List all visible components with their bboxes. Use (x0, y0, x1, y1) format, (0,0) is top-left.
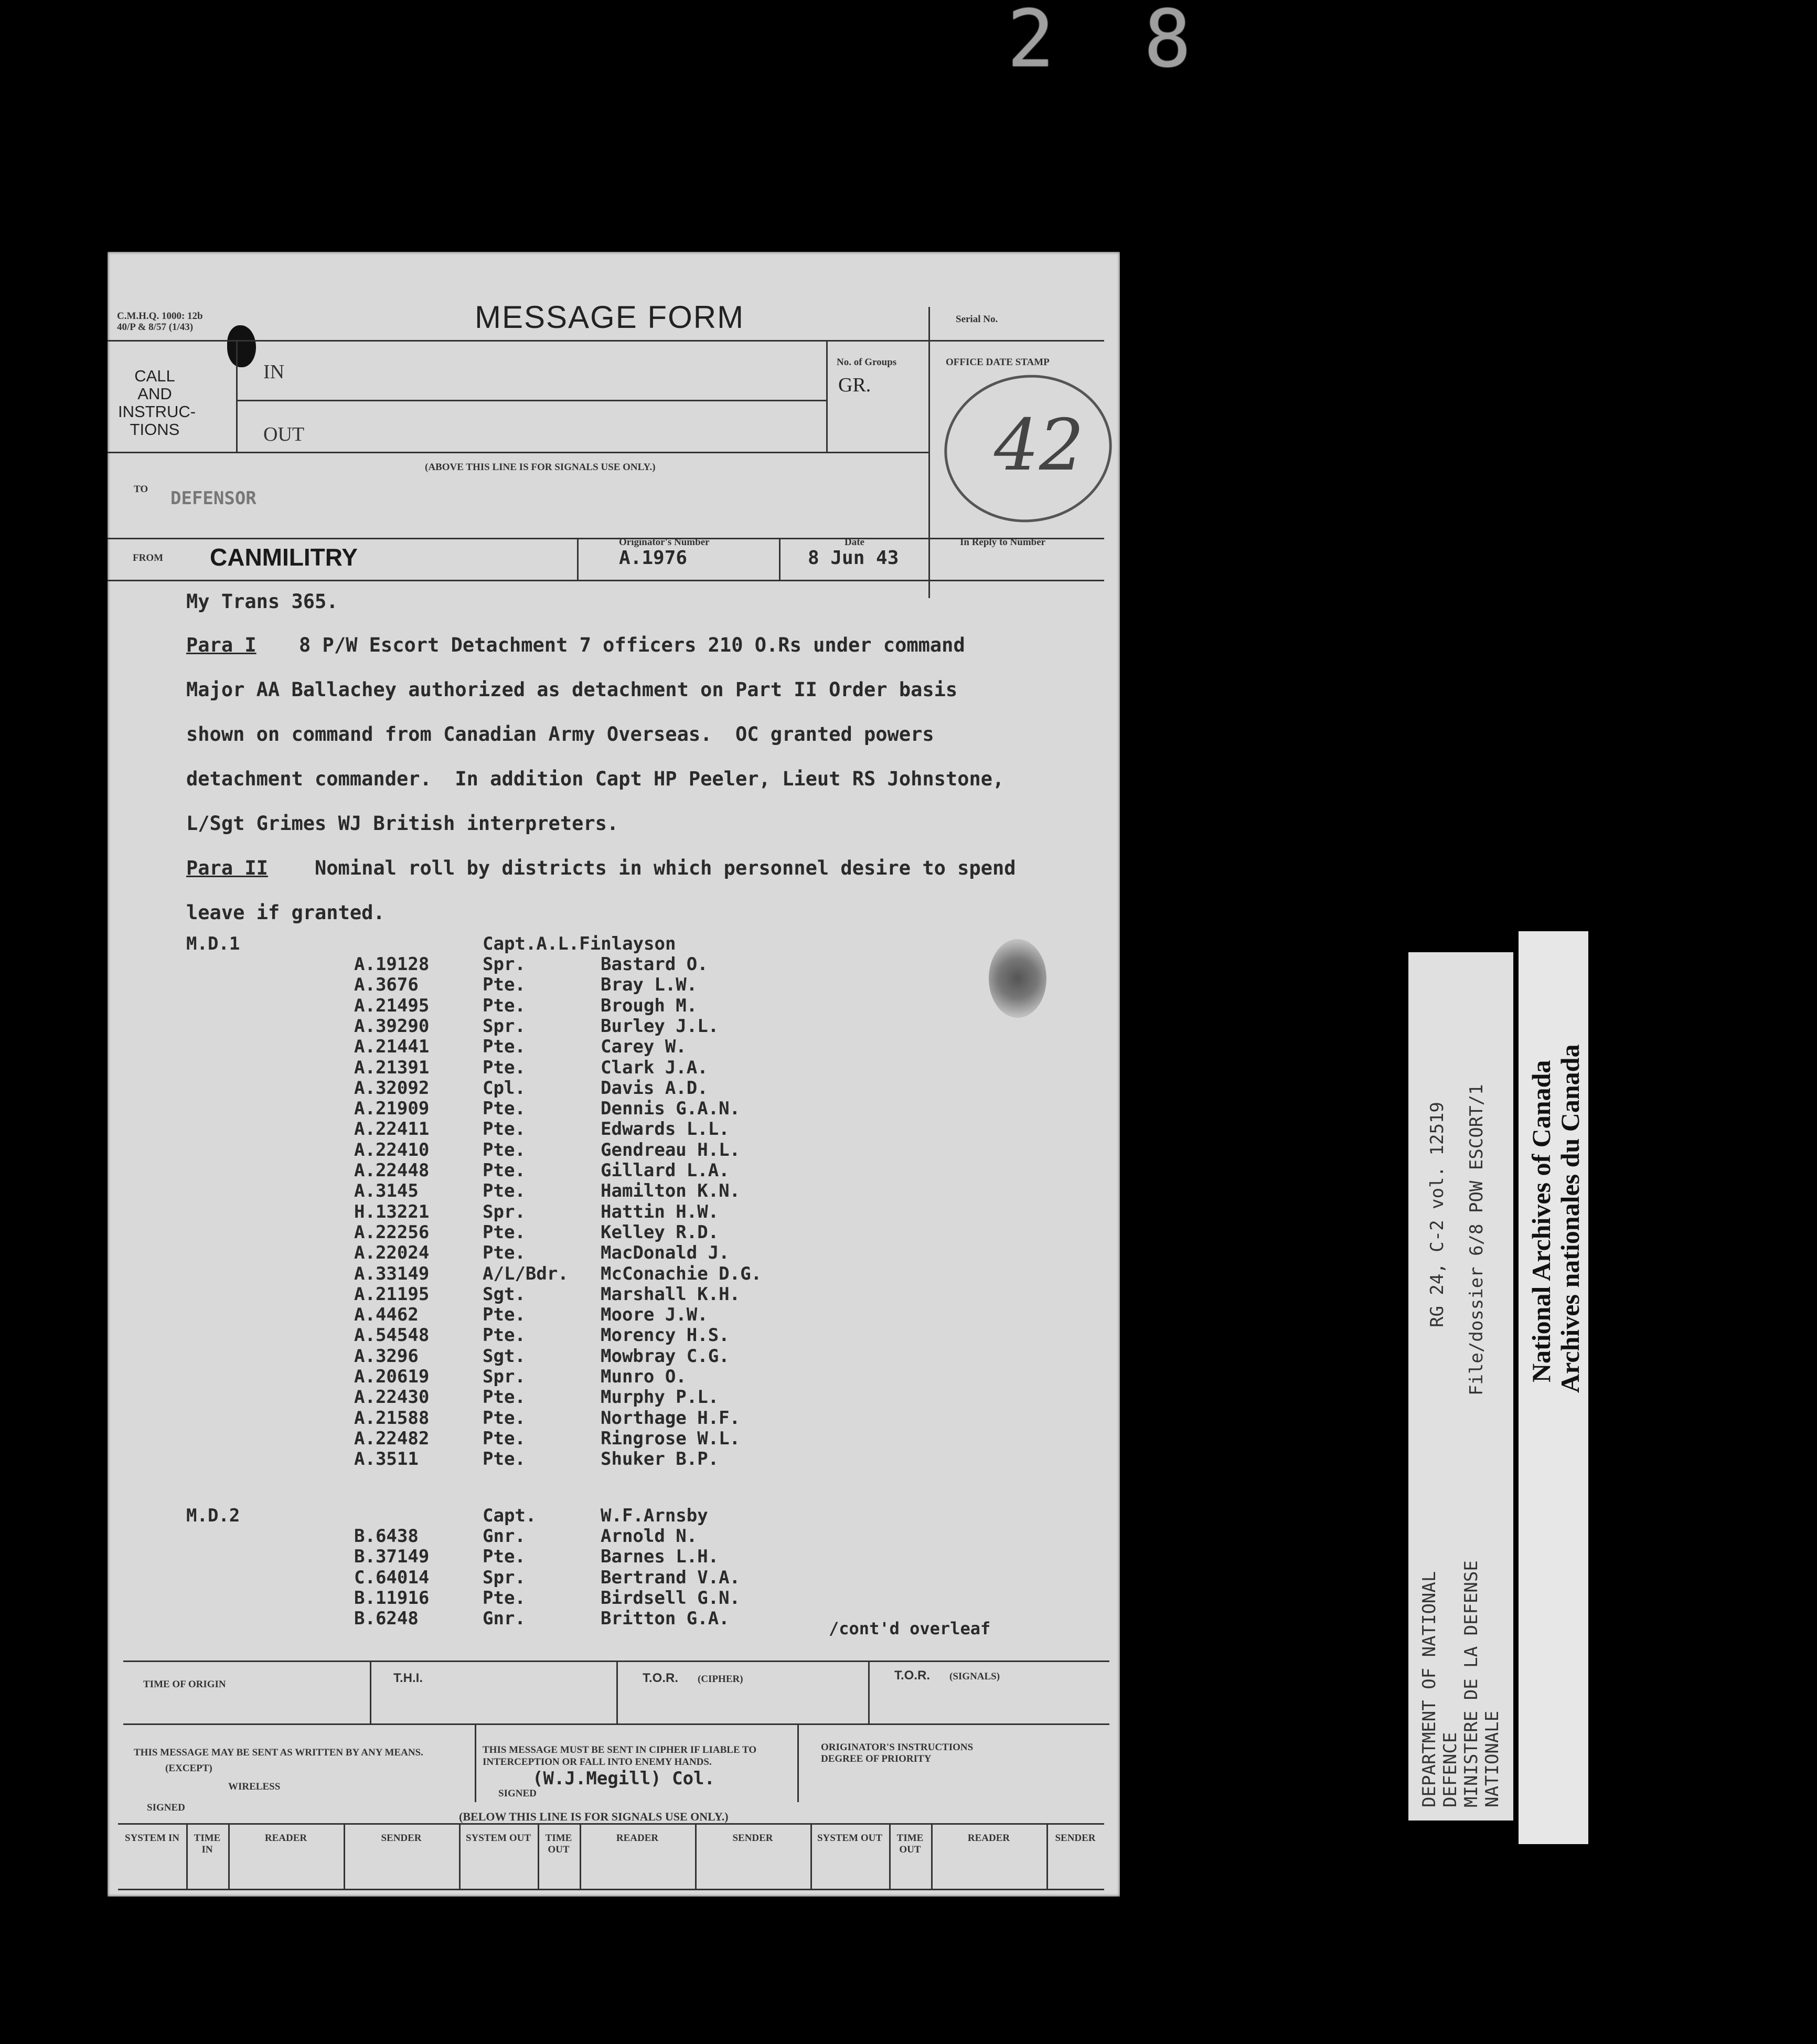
call-instructions-label: CALL AND INSTRUC- TIONS (118, 367, 196, 439)
roll-num: B.37149 (354, 1546, 430, 1568)
roll-rank: Pte. (483, 995, 526, 1016)
continued-note: /cont'd overleaf (829, 1619, 991, 1638)
except-note: (EXCEPT) (165, 1763, 212, 1774)
ink-blot (227, 325, 256, 367)
roll-name: Marshall K.H. (601, 1283, 741, 1305)
signed-label: SIGNED (147, 1802, 185, 1813)
tor-cipher-sub: (CIPHER) (698, 1674, 743, 1685)
district-label: M.D.1 (186, 933, 240, 954)
roll-num: A.21391 (354, 1057, 430, 1078)
roll-rank: Pte. (483, 1407, 526, 1429)
roll-rank: Pte. (483, 1325, 526, 1346)
roll-rank: Pte. (483, 1587, 526, 1609)
roll-name: Morency H.S. (601, 1325, 730, 1346)
originator-number: A.1976 (619, 547, 688, 569)
roll-num: A.21195 (354, 1283, 430, 1305)
signals-column-header: READER (616, 1833, 659, 1844)
roll-name: Bertrand V.A. (601, 1567, 741, 1588)
message-line: shown on command from Canadian Army Overseas. OC granted powers (186, 723, 934, 746)
dept-line: MINISTERE DE LA DEFENSE (1461, 1560, 1482, 1807)
roll-name: Northage H.F. (601, 1407, 741, 1429)
signals-column-header: READER (264, 1833, 307, 1844)
roll-rank: Pte. (483, 1057, 526, 1078)
roll-num: A.21909 (354, 1098, 430, 1120)
to-value: DEFENSOR (170, 488, 256, 509)
roll-name: Birdsell G.N. (601, 1587, 741, 1609)
roll-name: Moore J.W. (601, 1304, 708, 1326)
as-written-note: THIS MESSAGE MAY BE SENT AS WRITTEN BY ANY MEANS. (134, 1747, 423, 1758)
thumbprint-smudge (989, 939, 1046, 1018)
form-code: C.M.H.Q. 1000: 12b 40/P & 8/57 (1/43) (117, 311, 203, 333)
roll-rank: Gnr. (483, 1608, 526, 1630)
signals-column-header: TIME IN (194, 1833, 221, 1855)
roll-num: A.21588 (354, 1407, 430, 1429)
roll-name: Hamilton K.N. (601, 1180, 741, 1202)
thi-label: T.H.I. (393, 1671, 423, 1685)
stamp-number: 42 (994, 404, 1084, 486)
archive-ref: RG 24, C-2 vol. 12519 (1427, 1102, 1448, 1327)
roll-name: Arnold N. (601, 1526, 698, 1547)
roll-num: A.22448 (354, 1160, 430, 1181)
roll-num: A.22482 (354, 1428, 430, 1449)
roll-name: Shuker B.P. (601, 1449, 719, 1470)
roll-num: B.6248 (354, 1608, 419, 1630)
roll-rank: Pte. (483, 1119, 526, 1140)
roll-rank: Pte. (483, 1139, 526, 1161)
message-line: 8 P/W Escort Detachment 7 officers 210 O.Rs under command (299, 634, 965, 656)
roll-rank: Spr. (483, 1567, 526, 1588)
message-line: Nominal roll by districts in which personnel desire to spend (315, 857, 1016, 879)
roll-num: B.6438 (354, 1526, 419, 1547)
roll-name: Burley J.L. (601, 1015, 719, 1037)
groups-value: GR. (838, 374, 871, 396)
roll-name: Bray L.W. (601, 974, 698, 996)
signals-column-header: SENDER (732, 1833, 773, 1844)
district-officer: W.F.Arnsby (601, 1505, 708, 1526)
roll-num: A.22024 (354, 1242, 430, 1264)
roll-name: Mowbray C.G. (601, 1345, 730, 1367)
roll-name: Gendreau H.L. (601, 1139, 741, 1161)
roll-rank: Pte. (483, 1180, 526, 1202)
para2-label: Para II (186, 857, 268, 879)
roll-rank: Pte. (483, 1160, 526, 1181)
roll-name: Clark J.A. (601, 1057, 708, 1078)
district-officer: Capt.A.L.Finlayson (483, 933, 676, 954)
dept-line: DEPARTMENT OF NATIONAL (1419, 1571, 1440, 1807)
tor-cipher-label: T.O.R. (643, 1671, 679, 1685)
nac-english: National Archives of Canada (1526, 1060, 1556, 1382)
signed-label-2: SIGNED (498, 1788, 537, 1799)
roll-name: Munro O. (601, 1366, 687, 1387)
roll-rank: Sgt. (483, 1345, 526, 1367)
roll-num: A.33149 (354, 1263, 430, 1284)
roll-rank: Sgt. (483, 1283, 526, 1305)
roll-num: A.32092 (354, 1077, 430, 1099)
roll-num: A.3676 (354, 974, 419, 996)
archive-reference-label (1408, 952, 1513, 1821)
tor-signals-label: T.O.R. (894, 1668, 931, 1683)
roll-rank: Pte. (483, 1387, 526, 1408)
signals-column-header: TIME OUT (896, 1833, 924, 1855)
tor-signals-sub: (SIGNALS) (949, 1671, 1000, 1682)
roll-name: Davis A.D. (601, 1077, 708, 1099)
roll-rank: Pte. (483, 1036, 526, 1058)
roll-rank: Pte. (483, 1428, 526, 1449)
roll-num: B.11916 (354, 1587, 430, 1609)
roll-name: Hattin H.W. (601, 1201, 719, 1222)
roll-rank: Cpl. (483, 1077, 526, 1099)
below-line-note: (BELOW THIS LINE IS FOR SIGNALS USE ONLY.) (459, 1810, 729, 1823)
roll-rank: Pte. (483, 1098, 526, 1120)
signals-column-header: SYSTEM OUT (817, 1833, 883, 1844)
in-label: IN (263, 361, 285, 383)
archives-canada-label (1519, 931, 1588, 1844)
roll-num: A.21441 (354, 1036, 430, 1058)
signals-column-header: SENDER (1055, 1833, 1096, 1844)
dept-line: DEFENCE (1440, 1732, 1461, 1807)
degree-priority: DEGREE OF PRIORITY (821, 1753, 932, 1764)
roll-name: McConachie D.G. (601, 1263, 762, 1284)
message-form (108, 252, 1120, 1897)
roll-num: A.39290 (354, 1015, 430, 1037)
reply-label: In Reply to Number (960, 537, 1046, 548)
serial-label: Serial No. (956, 314, 998, 325)
date-value: 8 Jun 43 (808, 547, 899, 569)
roll-num: A.22410 (354, 1139, 430, 1161)
signals-column-header: SYSTEM IN (125, 1833, 179, 1844)
message-line: My Trans 365. (186, 590, 338, 613)
roll-name: Carey W. (601, 1036, 687, 1058)
roll-name: Brough M. (601, 995, 698, 1016)
roll-rank: Pte. (483, 1304, 526, 1326)
roll-name: Gillard L.A. (601, 1160, 730, 1181)
signals-column-header: TIME OUT (545, 1833, 572, 1855)
signals-column-header: SYSTEM OUT (465, 1833, 531, 1844)
from-value: CANMILITRY (210, 544, 358, 571)
message-line: Major AA Ballachey authorized as detachment on Part II Order basis (186, 678, 958, 701)
district-officer-rank: Capt. (483, 1505, 537, 1526)
roll-name: Edwards L.L. (601, 1119, 730, 1140)
roll-num: H.13221 (354, 1201, 430, 1222)
roll-rank: Pte. (483, 1242, 526, 1264)
roll-num: A.54548 (354, 1325, 430, 1346)
roll-rank: Spr. (483, 1015, 526, 1037)
frame-number: 2 8 (1007, 0, 1212, 85)
dept-line: NATIONALE (1482, 1710, 1503, 1807)
roll-num: A.3296 (354, 1345, 419, 1367)
roll-num: A.22411 (354, 1119, 430, 1140)
roll-name: Bastard O. (601, 954, 708, 975)
out-label: OUT (263, 423, 305, 445)
signature: (W.J.Megill) Col. (532, 1768, 715, 1789)
roll-num: A.22430 (354, 1387, 430, 1408)
date-label: Date (845, 537, 864, 548)
roll-rank: Spr. (483, 954, 526, 975)
originator-number-label: Originator's Number (619, 537, 710, 548)
message-line: leave if granted. (186, 901, 385, 924)
district-label: M.D.2 (186, 1505, 240, 1526)
roll-name: Kelley R.D. (601, 1221, 719, 1243)
roll-rank: Gnr. (483, 1526, 526, 1547)
roll-rank: Pte. (483, 974, 526, 996)
above-line-note: (ABOVE THIS LINE IS FOR SIGNALS USE ONLY.) (425, 462, 656, 473)
roll-rank: Spr. (483, 1366, 526, 1387)
message-line: detachment commander. In addition Capt HP Peeler, Lieut RS Johnstone, (186, 768, 1004, 790)
roll-num: A.19128 (354, 954, 430, 975)
roll-name: Dennis G.A.N. (601, 1098, 741, 1120)
signals-column-header: SENDER (381, 1833, 422, 1844)
form-title: MESSAGE FORM (475, 300, 745, 335)
roll-num: A.21495 (354, 995, 430, 1016)
originator-instructions: ORIGINATOR'S INSTRUCTIONS (821, 1742, 974, 1753)
roll-name: Britton G.A. (601, 1608, 730, 1630)
roll-name: Barnes L.H. (601, 1546, 719, 1568)
roll-rank: Pte. (483, 1449, 526, 1470)
roll-rank: Pte. (483, 1221, 526, 1243)
to-label: TO (134, 484, 148, 495)
roll-num: A.3511 (354, 1449, 419, 1470)
cipher-note: THIS MESSAGE MUST BE SENT IN CIPHER IF LIABLE TO (483, 1744, 757, 1755)
roll-num: C.64014 (354, 1567, 430, 1588)
time-of-origin-label: TIME OF ORIGIN (143, 1679, 226, 1690)
message-line: L/Sgt Grimes WJ British interpreters. (186, 812, 619, 835)
roll-num: A.3145 (354, 1180, 419, 1202)
roll-rank: A/L/Bdr. (483, 1263, 569, 1284)
groups-label: No. of Groups (837, 357, 897, 368)
wireless-note: WIRELESS (228, 1781, 281, 1792)
roll-num: A.20619 (354, 1366, 430, 1387)
para1-label: Para I (186, 634, 256, 656)
roll-name: MacDonald J. (601, 1242, 730, 1264)
from-label: FROM (133, 552, 164, 563)
archive-ref: File/dossier 6/8 POW ESCORT/1 (1466, 1084, 1487, 1396)
signals-column-header: READER (967, 1833, 1010, 1844)
roll-name: Ringrose W.L. (601, 1428, 741, 1449)
roll-rank: Spr. (483, 1201, 526, 1222)
stamp-label: OFFICE DATE STAMP (946, 357, 1050, 368)
roll-num: A.4462 (354, 1304, 419, 1326)
roll-rank: Pte. (483, 1546, 526, 1568)
cipher-note-2: INTERCEPTION OR FALL INTO ENEMY HANDS. (483, 1756, 712, 1768)
roll-name: Murphy P.L. (601, 1387, 719, 1408)
nac-french: Archives nationales du Canada (1555, 1044, 1585, 1393)
roll-num: A.22256 (354, 1221, 430, 1243)
signals-table (118, 1823, 1104, 1889)
